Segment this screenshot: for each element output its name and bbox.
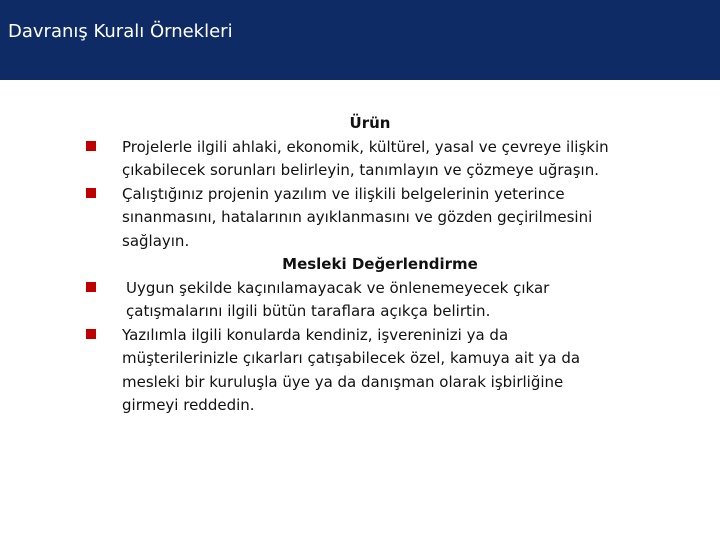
- slide-content: [80, 112, 620, 418]
- square-bullet-icon: [86, 329, 96, 339]
- list-item: [80, 183, 620, 254]
- list-item-text: Uygun şekilde kaçınılamayacak ve önlenemeyecek çıkar çatışmalarını ilgili bütün taraflara açıkça belirtin.: [126, 278, 550, 320]
- square-bullet-icon: [86, 141, 96, 151]
- list-item-text: Projelerle ilgili ahlaki, ekonomik, kültürel, yasal ve çevreye ilişkin çıkabilecek sorunları belirleyin, tanımlayın ve çözmeye uğraşın.: [122, 137, 609, 179]
- list-item-text: Yazılımla ilgili konularda kendiniz, işvereninizi ya da müşterilerinizle çıkarları çatışabilecek özel, kamuya ait ya da mesleki bir kuruluşla üye ya da danışman olarak işbirliğine girmeyi reddedin.: [122, 325, 581, 414]
- slide-title: Davranış Kuralı Örnekleri: [8, 21, 233, 42]
- list-item: [80, 136, 620, 183]
- square-bullet-icon: [86, 188, 96, 198]
- title-bar: [0, 0, 720, 80]
- list-item: [80, 277, 620, 324]
- section-heading-professional: Mesleki Değerlendirme: [282, 255, 478, 273]
- list-item: [80, 324, 620, 418]
- list-item-text: Çalıştığınız projenin yazılım ve ilişkili belgelerinin yeterince sınanmasını, hatalarının ayıklanmasını ve gözden geçirilmesini sağlayın.: [122, 184, 593, 250]
- square-bullet-icon: [86, 282, 96, 292]
- section-heading-product: Ürün: [349, 114, 391, 132]
